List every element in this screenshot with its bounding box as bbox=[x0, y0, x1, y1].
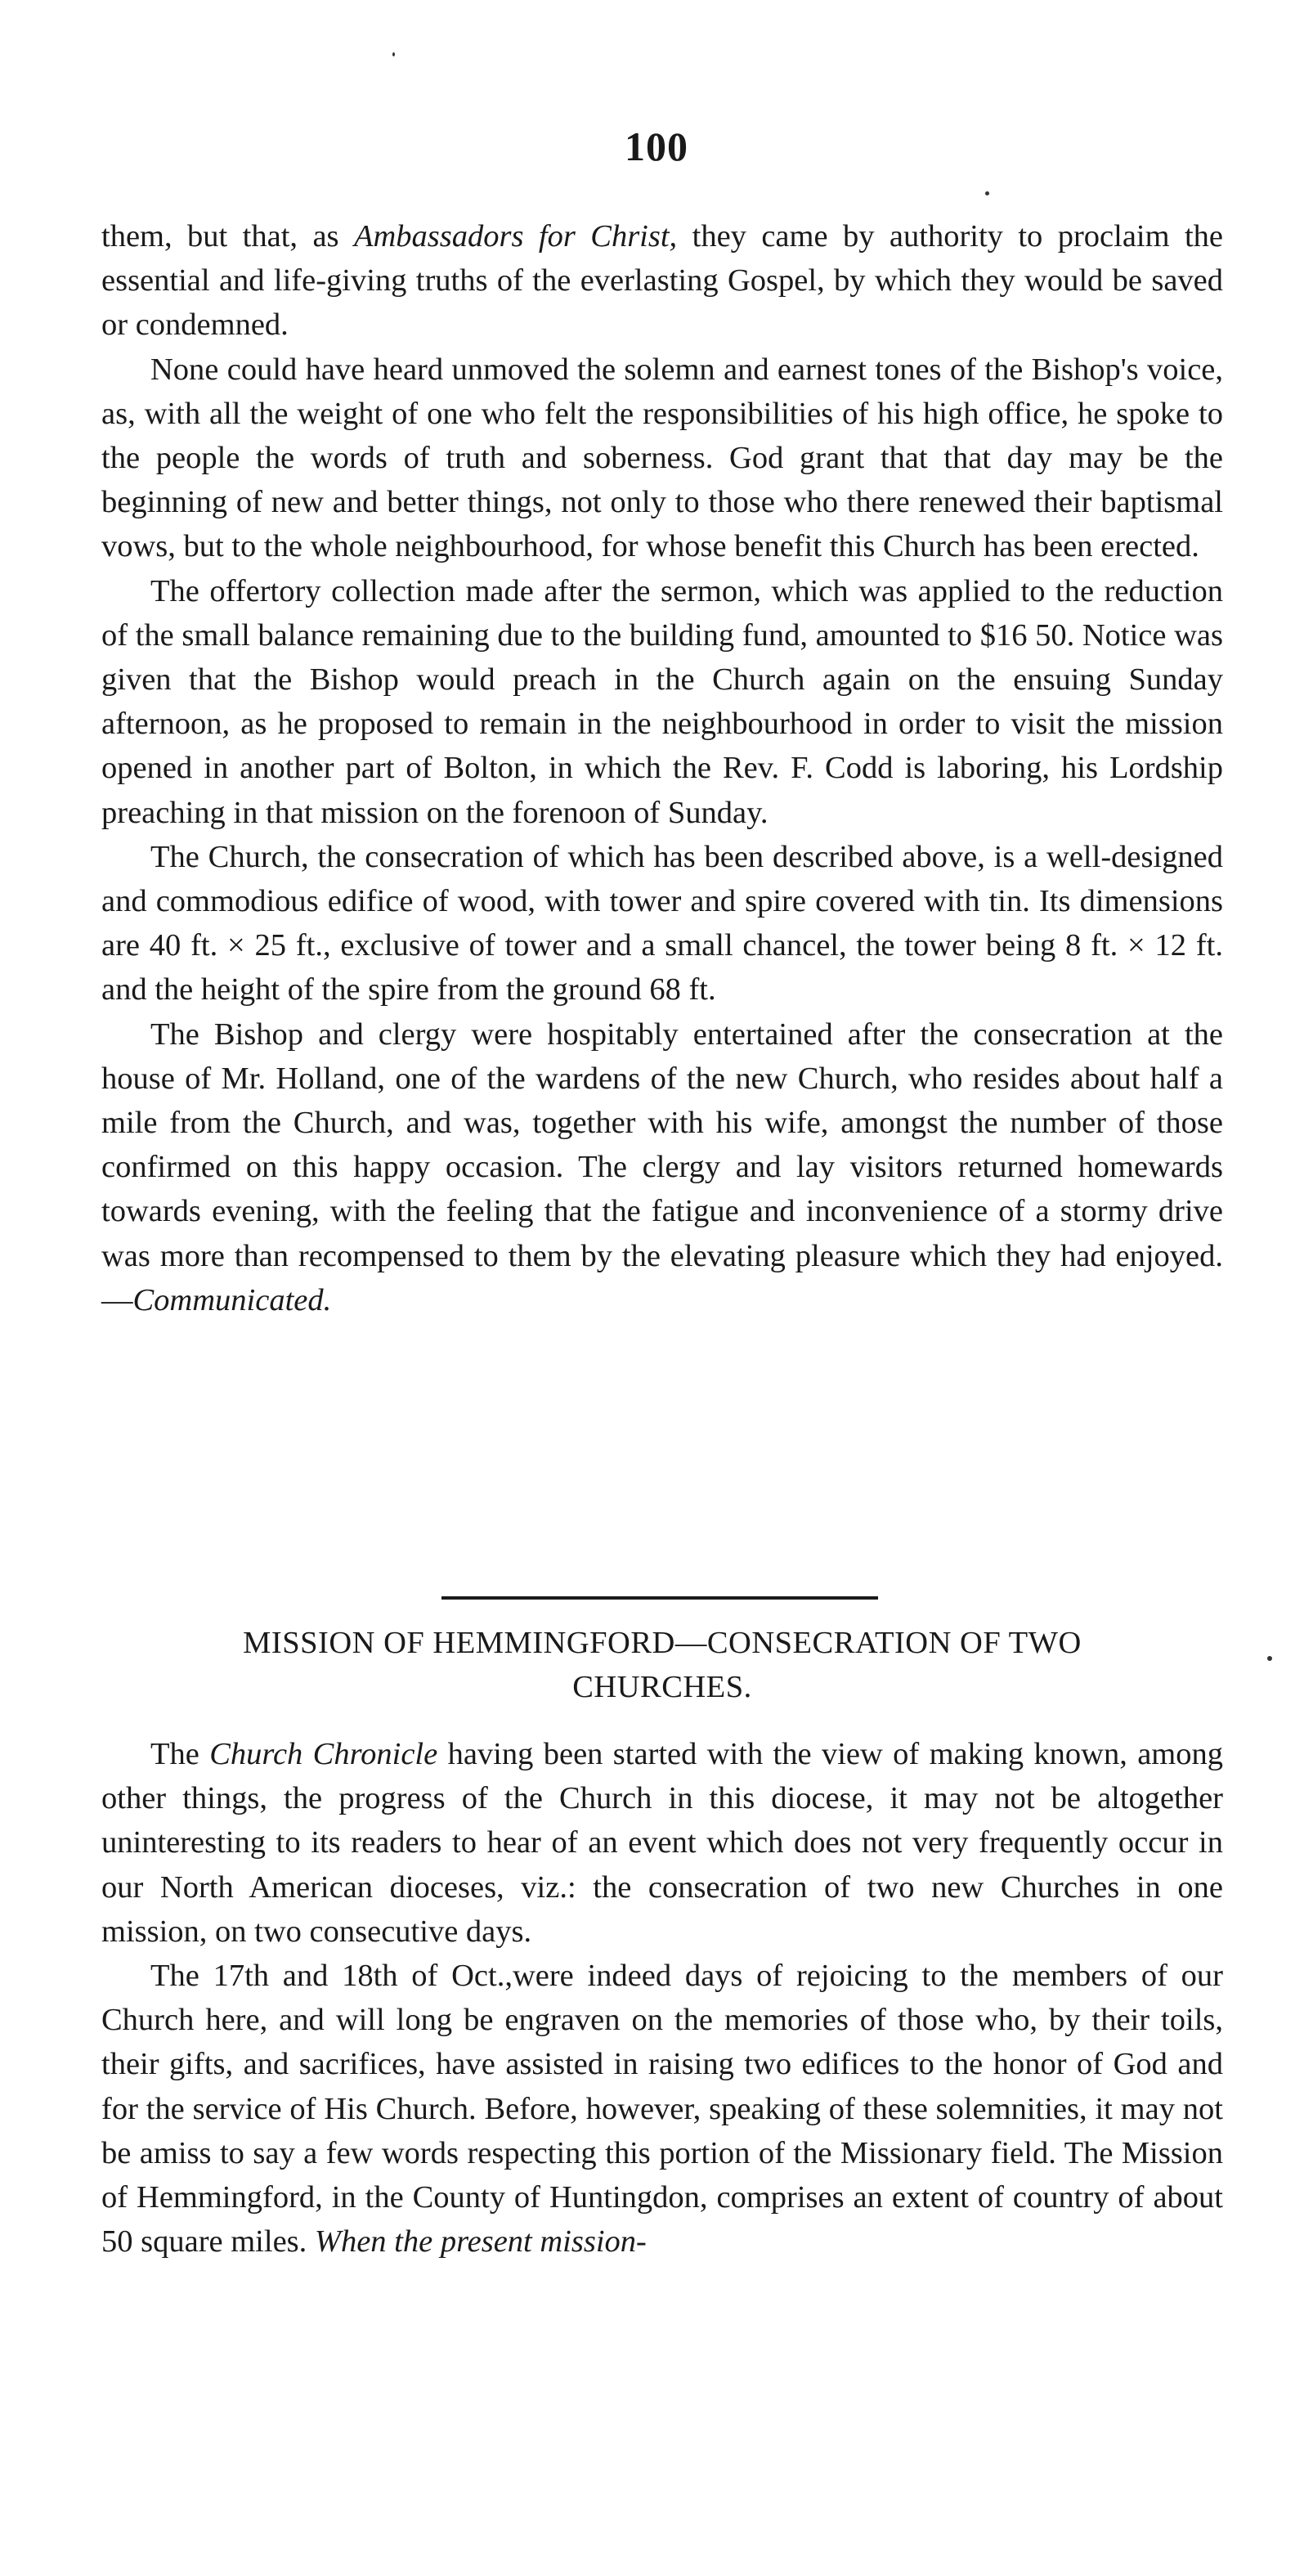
paragraph bbox=[101, 214, 1223, 348]
page-number: 100 bbox=[625, 123, 688, 169]
text-run: None could have heard unmoved the solemn and earnest tones of the Bishop's voice, as, with all the weight of one who felt the responsibilities of his high office, he spoke to the people the words of truth and soberness. God grant that that day may be the beginning of new and better things, not only to those who there renewed their baptismal vows, but to the whole neighbourhood, for whose benefit this Church has been erected. bbox=[101, 352, 1223, 564]
paragraph bbox=[101, 1954, 1223, 2264]
italic-text: Ambassadors for Christ, bbox=[353, 219, 678, 254]
text-run: they came by authority to proclaim the essential and life-giving truths of the everlasting Gospel, by which they would be saved or condemned. bbox=[101, 219, 1224, 343]
bottom-section bbox=[101, 1732, 1223, 2264]
text-run: The offertory collection made after the sermon, which was applied to the reduction of the small balance remaining due to the building fund, amounted to $16 50. Notice was given that the Bishop would preach in the Church again on the ensuing Sunday afternoon, as he proposed to remain in the neighbourhood in order to visit the mission opened in another part of Bolton, in which the Rev. F. Codd is laboring, his Lordship preaching in that mission on the forenoon of Sunday. bbox=[101, 573, 1223, 830]
text-run: The 17th and 18th of Oct.,were indeed days of rejoicing to the members of our Church here, and will long be engraven on the memories of those who, by their toils, their gifts, and sacrifices, have assisted in raising two edifices to the honor of God and for the service of His Church. Before, however, speaking of these solemnities, it may not be amiss to say a few words respecting this portion of the Missionary field. The Mission of Hemmingford, in the County of Huntingdon, comprises an extent of country of about 50 square miles. bbox=[101, 1959, 1223, 2260]
text-run: The bbox=[150, 1737, 210, 1771]
paragraph bbox=[101, 348, 1223, 569]
section-divider bbox=[441, 1596, 878, 1600]
text-run: The Church, the consecration of which has been described above, is a well-designed and commodious edifice of wood, with tower and spire covered with tin. Its dimensions are 40 ft. × 25 ft., exclusive of tower and a small chancel, the tower being 8 ft. × 12 ft. and the height of the spire from the ground 68 ft. bbox=[101, 839, 1223, 1008]
print-speck bbox=[1267, 1656, 1272, 1661]
text-run: The Bishop and clergy were hospitably entertained after the consecration at the house of Mr. Holland, one of the wardens of the new Church, who resides about half a mile from the Church, and was, together with his wife, amongst the number of those confirmed on this happy occasion. The clergy and lay visitors returned homewards towards evening, with the feeling that the fatigue and inconvenience of a stormy drive was more than recompensed to them by the elevating pleasure which they had enjoyed.— bbox=[101, 1016, 1223, 1317]
paragraph bbox=[101, 1012, 1223, 1322]
section-heading bbox=[101, 1621, 1223, 1709]
italic-text: When the present mission- bbox=[314, 2224, 647, 2260]
text-run: them, but that, as bbox=[101, 219, 354, 254]
text-run: having been started with the view of making known, among other things, the progress of the Church in this diocese, it may not be altogether uninteresting to its readers to hear of an event which does not very frequently occur in our North American dioceses, viz.: the consecration of two new Churches in one mission, on two consecutive days. bbox=[101, 1737, 1224, 1949]
paragraph bbox=[101, 569, 1223, 835]
section-heading-line-1: MISSION OF HEMMINGFORD—CONSECRATION OF TWO bbox=[243, 1626, 1082, 1660]
paragraph bbox=[101, 835, 1223, 1012]
print-speck bbox=[985, 191, 989, 195]
italic-text: Church Chronicle bbox=[209, 1737, 438, 1771]
print-speck bbox=[392, 52, 395, 56]
italic-text: Communicated. bbox=[132, 1282, 332, 1317]
section-heading-line-2: CHURCHES. bbox=[572, 1670, 752, 1704]
top-section bbox=[101, 214, 1223, 1322]
paragraph bbox=[101, 1732, 1223, 1954]
